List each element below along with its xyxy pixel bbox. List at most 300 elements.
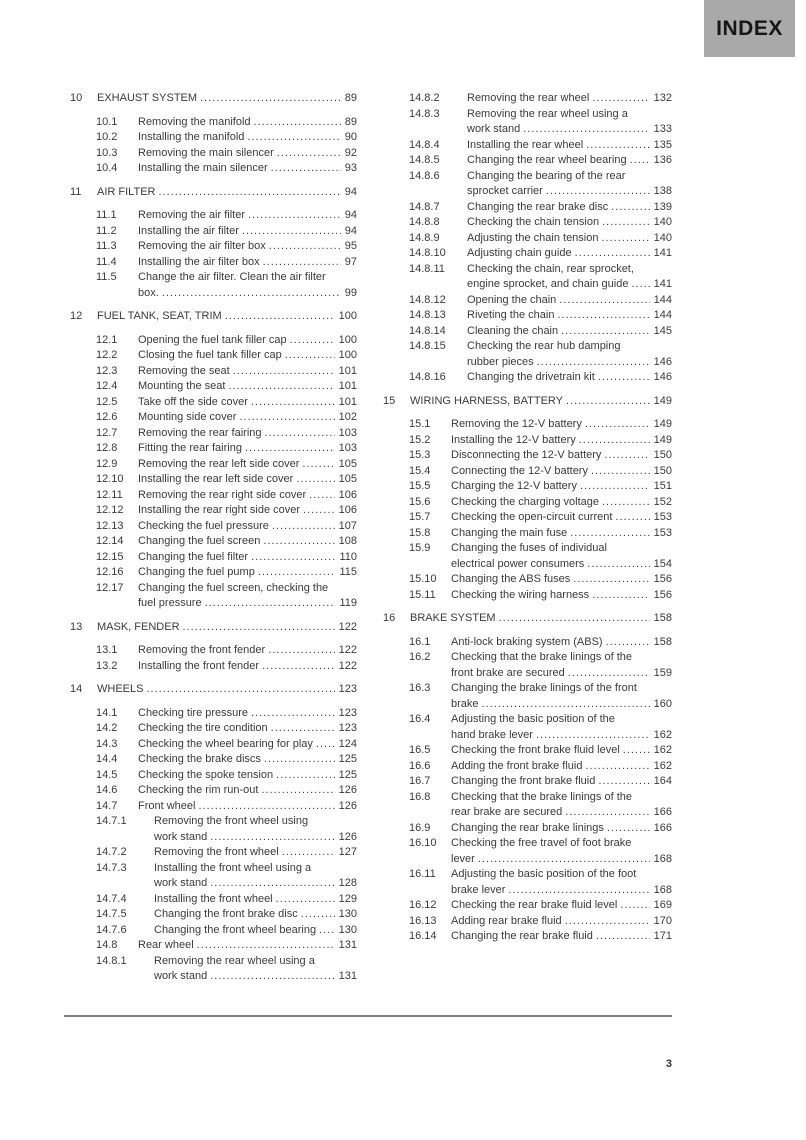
- toc-entry-line: [467, 184, 672, 200]
- toc-entry-page: 105: [338, 473, 357, 485]
- toc-entry-page: 141: [653, 278, 672, 290]
- toc-leader-dots: [591, 464, 650, 480]
- toc-entry-line: [467, 277, 672, 293]
- toc-entry-line: [451, 557, 672, 573]
- toc-entry-line: [138, 426, 357, 442]
- toc-entry-number: 14.8.10: [409, 247, 446, 259]
- toc-entry-page: 123: [338, 722, 357, 734]
- toc-entry-page: 110: [339, 550, 357, 563]
- toc-leader-dots: [263, 255, 341, 271]
- toc-entry-line: [451, 479, 672, 495]
- toc-leader-dots: [263, 534, 334, 550]
- toc-entry-body: [154, 923, 357, 939]
- toc-entry-number: 15.2: [409, 433, 431, 446]
- toc-entry-line: [138, 799, 357, 815]
- toc-entry: [70, 146, 357, 162]
- toc-entry: [383, 153, 672, 169]
- toc-chapter-group: [70, 309, 357, 612]
- toc-entry-page: 154: [653, 557, 672, 570]
- toc-entry-line: [138, 239, 357, 255]
- toc-entry-body: [138, 643, 357, 659]
- toc-entry-line: [138, 768, 357, 784]
- toc-entry: [70, 333, 357, 349]
- toc-entry-body: [467, 339, 672, 370]
- toc-entry-title: Installing the main silencer: [138, 162, 268, 174]
- toc-leader-dots: [568, 666, 650, 682]
- toc-entry-page: 146: [653, 355, 672, 368]
- toc-entry: [70, 239, 357, 255]
- toc-entry: [70, 410, 357, 426]
- toc-entry-number: 16.5: [409, 744, 431, 756]
- toc-entry: [70, 472, 357, 488]
- toc-entry-number: 14.8.9: [409, 231, 440, 244]
- toc-entry-number: 16.7: [409, 775, 431, 787]
- footer-page-number: 3: [665, 1058, 672, 1070]
- toc-entry-body: [451, 681, 672, 712]
- toc-entry-page: 153: [653, 511, 672, 523]
- toc-leader-dots: [631, 277, 649, 293]
- toc-entry-page: 100: [338, 333, 357, 346]
- toc-entry-line: [451, 805, 672, 821]
- toc-chapter-number: 15: [383, 394, 396, 407]
- toc-entry-number: 12.5: [96, 395, 118, 408]
- toc-entry-title: work stand: [154, 877, 208, 889]
- toc-entry-page: 144: [653, 293, 672, 306]
- toc-leader-dots: [183, 620, 335, 636]
- toc-entry-line: [451, 541, 672, 557]
- toc-entry-number: 14.8.12: [409, 293, 446, 306]
- toc-entry-body: [467, 91, 672, 107]
- toc-chapter-title: WHEELS: [97, 683, 144, 695]
- toc-entry-body: [451, 867, 672, 898]
- toc-entry-number: 11.4: [96, 255, 117, 268]
- toc-entry-title: engine sprocket, and chain guide: [467, 278, 629, 290]
- toc-entry-page: 124: [338, 737, 357, 750]
- toc-entry-line: [154, 861, 357, 877]
- toc-entry-number: 16.1: [409, 635, 431, 648]
- toc-entry-title: Opening the fuel tank filler cap: [138, 333, 287, 346]
- toc-entry: [70, 565, 357, 581]
- toc-entry-line: [451, 588, 672, 604]
- toc-entry-page: 99: [344, 286, 357, 299]
- toc-entry: [70, 115, 357, 131]
- toc-entry: [383, 681, 672, 712]
- toc-entry-number: 16.8: [409, 790, 431, 803]
- toc-entry-line: [138, 596, 357, 612]
- toc-entry-number: 12.11: [96, 488, 123, 501]
- toc-entry-title: Adjusting the basic position of the foot: [451, 868, 637, 880]
- toc-entry-body: [467, 169, 672, 200]
- toc-entry-number: 12.10: [96, 473, 124, 485]
- toc-leader-dots: [630, 153, 650, 169]
- toc-entry-title: Removing the rear wheel using a: [467, 107, 628, 120]
- toc-entry-line: [451, 635, 672, 651]
- toc-entry-line: [467, 138, 672, 154]
- toc-entry-number: 16.12: [409, 899, 437, 911]
- toc-leader-dots: [607, 821, 650, 837]
- toc-entry-line: [451, 510, 672, 526]
- toc-entry-page: 140: [653, 231, 672, 244]
- toc-entry-page: 156: [653, 573, 672, 585]
- toc-entry-line: [451, 898, 672, 914]
- toc-leader-dots: [245, 441, 335, 457]
- toc-chapter-title: BRAKE SYSTEM: [410, 612, 496, 624]
- toc-entry: [383, 215, 672, 231]
- toc-leader-dots: [251, 395, 335, 411]
- toc-entry-page: 106: [338, 488, 357, 501]
- toc-entry-line: [467, 215, 672, 231]
- toc-entry-body: [467, 153, 672, 169]
- toc-entry: [70, 892, 357, 908]
- toc-entry-title: Removing the rear right side cover: [138, 488, 307, 501]
- toc-chapter-title: FUEL TANK, SEAT, TRIM: [97, 310, 222, 322]
- toc-entry-page: 162: [653, 759, 672, 772]
- toc-entry: [70, 488, 357, 504]
- toc-entry-page: 149: [653, 418, 672, 430]
- toc-entry-number: 14.8.8: [409, 216, 440, 228]
- toc-entry-page: 169: [653, 899, 672, 911]
- toc-chapter-group: [70, 185, 357, 302]
- toc-leader-dots: [162, 286, 341, 302]
- toc-entry-body: [138, 270, 357, 301]
- toc-entry-page: 149: [653, 433, 672, 446]
- toc-entry: [70, 550, 357, 566]
- toc-entry-page: 140: [653, 216, 672, 228]
- toc-entry-line: [154, 814, 357, 830]
- toc-entry-line: [467, 231, 672, 247]
- toc-leader-dots: [606, 635, 650, 651]
- toc-entry: [70, 208, 357, 224]
- toc-leader-dots: [247, 130, 340, 146]
- toc-entry-line: [467, 122, 672, 138]
- toc-leader-dots: [611, 200, 649, 216]
- toc-entry-title: Changing the rear brake linings: [451, 821, 604, 834]
- toc-entry: [70, 752, 357, 768]
- toc-entry-body: [154, 892, 357, 908]
- toc-entry-body: [467, 246, 672, 262]
- toc-entry-body: [451, 448, 672, 464]
- toc-chapter-page: 89: [344, 92, 357, 104]
- toc-entry-title: Removing the air filter: [138, 209, 245, 221]
- toc-entry-body: [451, 526, 672, 542]
- toc-entry-line: [138, 130, 357, 146]
- toc-entry-line: [138, 721, 357, 737]
- toc-entry-body: [451, 898, 672, 914]
- toc-entry-title: Checking the front brake fluid level: [451, 744, 620, 756]
- toc-entry-line: [467, 200, 672, 216]
- toc-entry-line: [138, 410, 357, 426]
- toc-leader-dots: [596, 929, 650, 945]
- toc-entry-body: [138, 519, 357, 535]
- toc-leader-dots: [557, 308, 649, 324]
- toc-entry-line: [138, 146, 357, 162]
- toc-entry-body: [451, 929, 672, 945]
- toc-entry-page: 162: [653, 728, 672, 741]
- toc-entry: [70, 938, 357, 954]
- toc-entry-title: Changing the rear brake disc: [467, 200, 609, 213]
- toc-entry-title: Changing the fuel pump: [138, 566, 255, 578]
- toc-entry-line: [451, 464, 672, 480]
- toc-entry-body: [138, 768, 357, 784]
- toc-entry-page: 156: [653, 588, 672, 601]
- toc-chapter-row: [383, 611, 672, 627]
- toc-leader-dots: [210, 830, 334, 846]
- toc-entry-line: [451, 495, 672, 511]
- toc-entry-title: rubber pieces: [467, 355, 534, 368]
- toc-entry: [70, 643, 357, 659]
- toc-entry-title: sprocket carrier: [467, 185, 543, 197]
- toc-entry: [383, 308, 672, 324]
- toc-entry-line: [138, 364, 357, 380]
- toc-leader-dots: [290, 333, 335, 349]
- toc-entry: [70, 737, 357, 753]
- toc-entry-title: work stand: [467, 123, 521, 135]
- toc-entry: [383, 588, 672, 604]
- toc-entry-number: 15.9: [409, 542, 431, 554]
- toc-entry-number: 12.3: [96, 364, 118, 377]
- toc-entry-body: [138, 426, 357, 442]
- toc-chapter-number: 13: [70, 620, 83, 633]
- toc-entry: [383, 929, 672, 945]
- toc-entry-page: 151: [653, 480, 672, 492]
- toc-entry-line: [451, 417, 672, 433]
- toc-entry-line: [138, 659, 357, 675]
- toc-entry-line: [467, 246, 672, 262]
- toc-entry-page: 136: [653, 154, 672, 166]
- toc-entry-line: [467, 107, 672, 123]
- toc-entry-line: [451, 650, 672, 666]
- toc-entry-number: 14.8.3: [409, 107, 440, 120]
- toc-entry-line: [451, 572, 672, 588]
- toc-entry-body: [154, 814, 357, 845]
- toc-leader-dots: [566, 394, 650, 410]
- toc-entry-body: [154, 845, 357, 861]
- toc-entry-number: 12.12: [96, 504, 124, 516]
- toc-entry-number: 14.7.2: [96, 846, 127, 858]
- toc-entry-title: Removing the air filter box: [138, 240, 266, 252]
- toc-entry-number: 13.2: [96, 659, 118, 672]
- toc-entry-page: 164: [653, 775, 672, 787]
- toc-entry-page: 122: [338, 644, 357, 656]
- toc-entry-title: Removing the seat: [138, 364, 230, 377]
- toc-entry-line: [138, 581, 357, 597]
- toc-entry: [383, 526, 672, 542]
- toc-leader-dots: [561, 324, 650, 340]
- toc-leader-dots: [285, 348, 335, 364]
- toc-entry-page: 150: [653, 449, 672, 461]
- toc-entry-body: [138, 333, 357, 349]
- toc-entry: [70, 457, 357, 473]
- toc-entry-line: [138, 333, 357, 349]
- toc-entry-number: 16.6: [409, 759, 431, 772]
- toc-entry-line: [467, 153, 672, 169]
- toc-entry: [70, 130, 357, 146]
- toc-entry-body: [467, 308, 672, 324]
- toc-leader-dots: [271, 721, 335, 737]
- toc-entry-page: 146: [653, 371, 672, 383]
- toc-entry-line: [467, 308, 672, 324]
- toc-leader-dots: [239, 410, 334, 426]
- toc-entry-line: [138, 472, 357, 488]
- toc-entry-number: 15.1: [409, 418, 431, 430]
- toc-entry-page: 125: [338, 768, 357, 781]
- toc-entry: [383, 169, 672, 200]
- toc-entry-body: [138, 706, 357, 722]
- toc-entry-body: [138, 441, 357, 457]
- toc-entry-number: 14.7.5: [96, 908, 127, 920]
- toc-entry-number: 11.3: [96, 240, 117, 252]
- toc-entry-title: Changing the rear brake fluid: [451, 930, 593, 942]
- toc-entry-title: Adding rear brake fluid: [451, 914, 562, 927]
- toc-entry: [383, 743, 672, 759]
- toc-leader-dots: [482, 697, 650, 713]
- toc-entry-line: [138, 286, 357, 302]
- toc-entry-title: brake: [451, 697, 479, 710]
- toc-entry-line: [138, 270, 357, 286]
- toc-leader-dots: [254, 115, 341, 131]
- toc-entry-line: [451, 448, 672, 464]
- toc-entry-number: 14.3: [96, 737, 118, 750]
- toc-leader-dots: [565, 914, 650, 930]
- toc-entry: [70, 255, 357, 271]
- toc-entry-title: Checking the charging voltage: [451, 495, 599, 508]
- toc-leader-dots: [276, 892, 335, 908]
- toc-entry-title: Riveting the chain: [467, 309, 555, 321]
- toc-entry-page: 102: [338, 411, 357, 423]
- toc-entry-page: 128: [338, 877, 357, 889]
- toc-entry-page: 126: [338, 799, 357, 812]
- toc-entry-page: 107: [338, 519, 357, 532]
- toc-entry-title: Changing the fuel screen: [138, 535, 261, 547]
- toc-entry-title: Installing the rear wheel: [467, 138, 584, 151]
- toc-entry-body: [467, 215, 672, 231]
- toc-leader-dots: [316, 737, 335, 753]
- toc-chapter-page: 123: [338, 683, 357, 695]
- toc-entry-page: 93: [344, 162, 357, 174]
- toc-leader-dots: [210, 876, 334, 892]
- toc-entry-body: [138, 799, 357, 815]
- toc-entry-title: hand brake lever: [451, 728, 533, 741]
- toc-entry-line: [154, 969, 357, 985]
- toc-entry-body: [467, 324, 672, 340]
- toc-entry-page: 123: [338, 706, 357, 719]
- toc-entry-title: Mounting side cover: [138, 411, 237, 423]
- toc-entry-body: [451, 572, 672, 588]
- toc-entry-number: 14.8.11: [409, 262, 445, 275]
- toc-entry-page: 141: [653, 247, 672, 259]
- toc-entry: [70, 379, 357, 395]
- toc-entry: [70, 768, 357, 784]
- toc-entry-title: Checking the fuel pressure: [138, 519, 269, 532]
- toc-entry-number: 15.5: [409, 480, 431, 492]
- toc-entry: [383, 867, 672, 898]
- toc-entry-title: Removing the rear left side cover: [138, 457, 300, 470]
- toc-entry-line: [138, 457, 357, 473]
- toc-entry: [383, 541, 672, 572]
- toc-entry-title: Installing the front wheel: [154, 892, 273, 905]
- toc-leader-dots: [601, 231, 649, 247]
- toc-entry-body: [451, 836, 672, 867]
- toc-entry: [383, 510, 672, 526]
- toc-entry-line: [451, 681, 672, 697]
- toc-chapter-row: [70, 91, 357, 107]
- toc-entry-title: Changing the drivetrain kit: [467, 371, 595, 383]
- toc-chapter-title: WIRING HARNESS, BATTERY: [410, 394, 564, 407]
- toc-entry: [383, 200, 672, 216]
- toc-leader-dots: [570, 526, 649, 542]
- toc-entry-line: [138, 706, 357, 722]
- toc-chapter-page: 100: [338, 310, 357, 322]
- toc-entry-title: Checking the chain tension: [467, 216, 600, 228]
- toc-entry: [383, 572, 672, 588]
- toc-leader-dots: [197, 938, 335, 954]
- toc-entry-body: [138, 565, 357, 581]
- toc-entry-body: [138, 488, 357, 504]
- toc-chapter-group: [383, 394, 672, 604]
- toc-entry-line: [138, 379, 357, 395]
- toc-entry-line: [138, 503, 357, 519]
- toc-entry-title: Anti-lock braking system (ABS): [451, 635, 603, 648]
- toc-entry-body: [451, 743, 672, 759]
- toc-entry-title: Fitting the rear fairing: [138, 442, 242, 454]
- toc-entry-page: 92: [344, 146, 357, 159]
- toc-entry-line: [138, 565, 357, 581]
- toc-entry-body: [138, 161, 357, 177]
- toc-entry-page: 130: [338, 923, 357, 936]
- toc-column-left: [70, 91, 357, 985]
- toc-entry-body: [138, 410, 357, 426]
- toc-entry-page: 127: [338, 846, 357, 858]
- toc-entry-page: 126: [338, 784, 357, 796]
- toc-leader-dots: [536, 728, 650, 744]
- toc-entry-body: [451, 650, 672, 681]
- toc-entry-line: [138, 643, 357, 659]
- toc-entry-page: 108: [338, 535, 357, 547]
- toc-leader-dots: [251, 550, 335, 566]
- toc-leader-dots: [264, 752, 335, 768]
- toc-entry-body: [138, 130, 357, 146]
- toc-entry: [383, 650, 672, 681]
- toc-leader-dots: [301, 907, 335, 923]
- toc-entry-number: 12.2: [96, 349, 118, 361]
- toc-entry-number: 14.6: [96, 784, 118, 796]
- toc-entry-page: 125: [338, 753, 357, 765]
- toc-entry: [383, 914, 672, 930]
- toc-entry: [383, 417, 672, 433]
- toc-entry-title: Checking the chain, rear sprocket,: [467, 262, 634, 275]
- toc-leader-dots: [615, 510, 649, 526]
- toc-entry-page: 158: [653, 635, 672, 648]
- toc-chapter-title: EXHAUST SYSTEM: [97, 92, 198, 104]
- toc-entry: [383, 324, 672, 340]
- toc-entry-page: 135: [653, 138, 672, 151]
- toc-entry: [70, 581, 357, 612]
- toc-entry-number: 14.8.5: [409, 154, 440, 166]
- toc-leader-dots: [592, 588, 649, 604]
- toc-chapter-number: 11: [70, 185, 82, 198]
- toc-entry-body: [451, 759, 672, 775]
- toc-entry-title: Installing the rear right side cover: [138, 504, 301, 516]
- toc-entry-line: [154, 845, 357, 861]
- toc-entry-page: 159: [653, 666, 672, 679]
- toc-entry-title: Checking the free travel of foot brake: [451, 837, 632, 849]
- toc-entry-title: Checking the rear hub damping: [467, 340, 621, 352]
- toc-entry: [383, 759, 672, 775]
- toc-chapter-row: [383, 394, 672, 410]
- toc-leader-dots: [276, 768, 334, 784]
- toc-chapter-group: [70, 91, 357, 177]
- toc-entry-number: 14.4: [96, 753, 118, 765]
